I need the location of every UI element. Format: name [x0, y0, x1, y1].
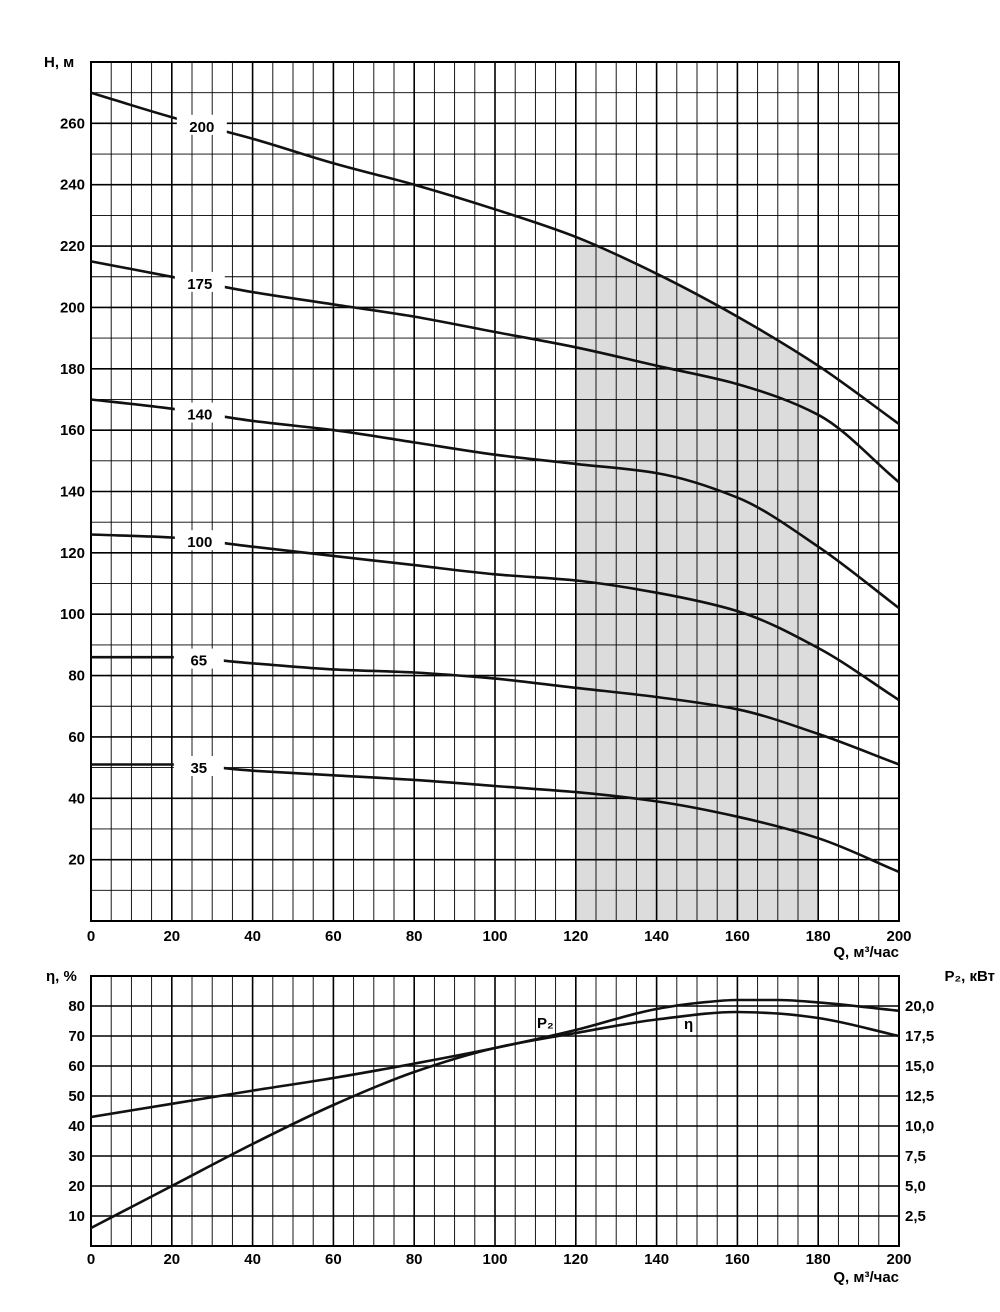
x-tick-label: 40: [244, 928, 261, 945]
y-tick-label-right: 20,0: [905, 998, 935, 1015]
x-tick-label: 200: [886, 1251, 912, 1268]
x-tick-label: 60: [325, 1251, 342, 1268]
x-tick-label: 100: [482, 1251, 508, 1268]
curve-label-140: 140: [187, 406, 213, 424]
y-tick-label: 80: [68, 667, 85, 685]
curve-label-35: 35: [190, 759, 208, 777]
x-tick-label: 180: [805, 1251, 831, 1268]
x-tick-label: 20: [163, 928, 181, 945]
x-tick-label: 180: [805, 928, 831, 945]
y-tick-label-right: 2,5: [905, 1208, 926, 1225]
y-tick-label: 260: [59, 115, 85, 133]
curve-label-power: P₂: [537, 1015, 554, 1032]
x-tick-label: 160: [724, 928, 750, 945]
y-tick-label-right: 10,0: [905, 1118, 935, 1135]
x-tick-label: 200: [886, 928, 912, 945]
curve-label-100: 100: [187, 534, 213, 552]
x-tick-label: 60: [325, 928, 342, 945]
y-tick-label-left: 10: [68, 1208, 85, 1225]
y-tick-label-right: 15,0: [905, 1058, 935, 1075]
y-tick-label-left: 30: [68, 1148, 85, 1165]
y-tick-label-left: 50: [68, 1088, 85, 1105]
x-tick-label: 80: [405, 928, 423, 945]
curve-label-65: 65: [190, 652, 208, 670]
curve-label-efficiency: η: [684, 1016, 694, 1033]
x-tick-label: 0: [86, 928, 96, 945]
y-tick-label: 180: [59, 360, 85, 378]
y-tick-label-left: 40: [68, 1118, 85, 1135]
x-tick-label: 20: [163, 1251, 181, 1268]
x-axis-title: Q, м³/час: [833, 1269, 899, 1286]
efficiency-power-chart-panel: [46, 968, 995, 1286]
curve-label-200: 200: [189, 118, 215, 136]
x-axis-title: Q, м³/час: [833, 944, 899, 961]
x-tick-label: 100: [482, 928, 508, 945]
y-tick-label-right: 7,5: [905, 1148, 926, 1165]
y-tick-label-left: 80: [68, 998, 85, 1015]
y-axis-title-right: P₂, кВт: [944, 968, 995, 985]
y-tick-label: 60: [68, 728, 85, 746]
y-axis-title: H, м: [44, 54, 75, 71]
head-chart-panel: [44, 54, 912, 961]
y-axis-title-left: η, %: [46, 968, 77, 985]
y-tick-label: 200: [59, 299, 85, 317]
x-tick-label: 140: [644, 928, 670, 945]
y-tick-label: 20: [68, 851, 85, 869]
y-tick-label-left: 70: [68, 1028, 85, 1045]
x-tick-label: 80: [405, 1251, 423, 1268]
curve-label-175: 175: [187, 275, 213, 293]
y-tick-label-left: 60: [68, 1058, 85, 1075]
y-tick-label: 140: [59, 483, 85, 501]
y-tick-label-right: 17,5: [905, 1028, 935, 1045]
x-tick-label: 0: [86, 1251, 96, 1268]
x-tick-label: 140: [644, 1251, 670, 1268]
y-tick-label-right: 12,5: [905, 1088, 935, 1105]
y-tick-label: 120: [59, 544, 85, 562]
y-tick-label-right: 5,0: [905, 1178, 926, 1195]
x-tick-label: 120: [563, 928, 589, 945]
y-tick-label-left: 20: [68, 1178, 85, 1195]
x-tick-label: 40: [244, 1251, 261, 1268]
x-tick-label: 120: [563, 1251, 589, 1268]
y-tick-label: 100: [59, 606, 85, 624]
y-tick-label: 220: [59, 238, 85, 256]
y-tick-label: 240: [59, 176, 85, 194]
x-tick-label: 160: [724, 1251, 750, 1268]
y-tick-label: 40: [68, 790, 85, 808]
y-tick-label: 160: [59, 422, 85, 440]
